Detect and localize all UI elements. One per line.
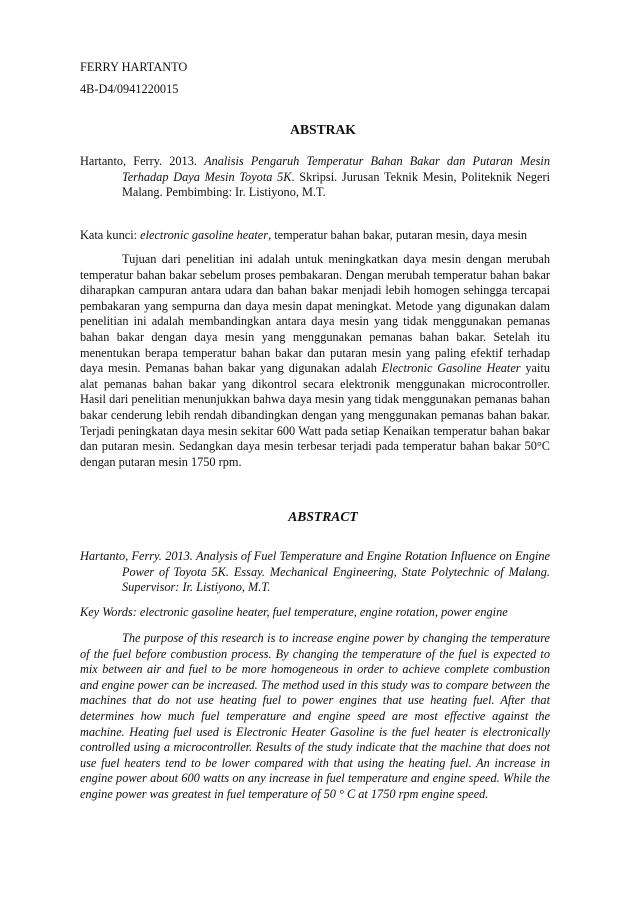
abstrak-citation-details: . Skripsi. Jurusan Teknik Mesin, Politeknik Negeri Malang. Pembimbing: Ir. Listiyono, M.T. xyxy=(122,169,550,200)
abstract-body: The purpose of this research is to increase engine power by changing the temperature of the fuel before combustion process. By changing the temperature of the fuel is expected to mix between air and fuel to be more homogeneous in order to achieve complete combustion and engine power can be increased. The method used in this study was to compare between the machines that do not use heating fuel to power engines that use heating fuel. After that determines how much fuel temperature and engine speed are most effective against the machine. Heating fuel used is Electronic Heater Gasoline is the fuel heater is electronically controlled using a microcontroller. Results of the study indicate that the machine that does not use fuel heaters tend to be lower compared with that using the heating fuel. An increase in engine power about 600 watts on any increase in fuel temperature and engine speed. While the engine power was greatest in fuel temperature of 50 ° C at 1750 rpm engine speed. xyxy=(80,631,550,801)
abstract-keywords: Key Words: electronic gasoline heater, fuel temperature, engine rotation, power engine xyxy=(80,605,508,619)
student-id: 4B-D4/0941220015 xyxy=(80,82,179,96)
abstract-citation-text: Hartanto, Ferry. 2013. Analysis of Fuel Temperature and Engine Rotation Influence on Engine Power of Toyota 5K. Essay. Mechanical Engineering, State Polytechnic of Malang. Supervisor: Ir. Listiyono, M.T. xyxy=(80,549,550,595)
abstrak-body-part-2: yaitu alat pemanas bahan bakar yang dikontrol secara elektronik menggunakan microcontroller. Hasil dari penelitian menunjukkan bahwa daya mesin yang tidak menggunakan pemanas bahan bakar cenderung lebih rendah dibandingkan dengan yang menggunakan pemanas bahan bakar. Terjadi peningkatan daya mesin sekitar 600 Watt pada setiap Kenaikan temperatur bahan bakar dan putaran mesin. Sedangkan daya mesin terbesar terjadi pada temperatur bahan bakar 50°C dengan putaran mesin 1750 rpm. xyxy=(80,361,550,469)
abstrak-heading: ABSTRAK xyxy=(290,122,356,137)
abstrak-citation-text xyxy=(80,154,550,201)
abstrak-keywords xyxy=(80,228,550,244)
abstrak-body-part-1: Tujuan dari penelitian ini adalah untuk meningkatkan daya mesin dengan merubah temperatur bahan bakar sebelum proses pembakaran. Dengan merubah temperatur bahan bakar diharapkan campuran antara udara dan bahan bakar menjadi lebih homogen sehingga tercapai pembakaran yang sempurna dan daya mesin dapat meningkat. Metode yang digunakan dalam penelitian ini adalah membandingkan antara daya mesin yang tidak menggunakan pemanas bahan bakar dengan daya mesin yang menggunakan pemanas bahan bakar. Setelah itu menentukan berapa temperatur bahan bakar dan putaran mesin yang paling efektif terhadap daya mesin. Pemanas bahan bakar yang digunakan adalah xyxy=(80,252,550,376)
abstrak-keywords-italic: electronic gasoline heater xyxy=(140,228,269,242)
abstrak-keywords-label: Kata kunci: xyxy=(80,228,141,242)
abstrak-citation xyxy=(80,154,550,201)
abstrak-body xyxy=(80,252,550,470)
abstrak-keywords-rest: , temperatur bahan bakar, putaran mesin, daya mesin xyxy=(268,228,528,242)
abstrak-body-italic: Electronic Gasoline Heater xyxy=(381,361,521,376)
abstrak-citation-title: Analisis Pengaruh Temperatur Bahan Bakar dan Putaran Mesin Terhadap Daya Mesin Toyota 5K xyxy=(122,154,550,184)
abstract-heading: ABSTRACT xyxy=(288,509,358,524)
abstrak-citation-author: Hartanto, Ferry. 2013. xyxy=(80,154,205,168)
author-name: FERRY HARTANTO xyxy=(80,60,188,74)
abstract-citation xyxy=(80,549,550,596)
